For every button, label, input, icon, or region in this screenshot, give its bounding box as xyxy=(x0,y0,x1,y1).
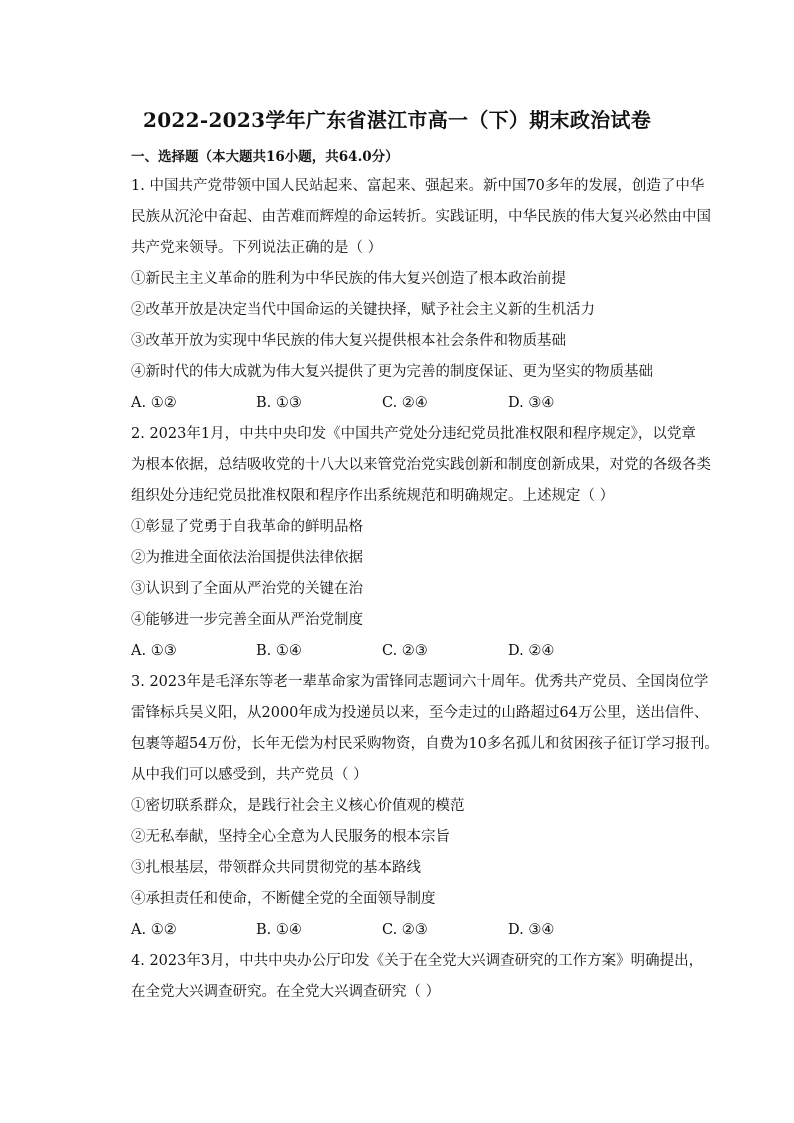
question-3-statement: ②无私奉献，坚持全心全意为人民服务的根本宗旨 xyxy=(131,829,450,845)
question-1-options xyxy=(131,393,731,413)
question-3-stem-line: 从中我们可以感受到，共产党员（ ） xyxy=(131,767,368,783)
question-1-statement: ②改革开放是决定当代中国命运的关键抉择，赋予社会主义新的生机活力 xyxy=(131,302,595,318)
option-b: B. ①④ xyxy=(256,643,302,659)
question-2-statement: ④能够进一步完善全面从严治党制度 xyxy=(131,612,363,628)
option-d: D. ②④ xyxy=(508,643,555,659)
option-a: A. ①② xyxy=(131,395,177,411)
question-3-stem-line: 包裹等超54万份，长年无偿为村民采购物资，自费为10多名孤儿和贫困孩子征订学习报刊。 xyxy=(131,736,719,752)
option-c: C. ②④ xyxy=(382,395,428,411)
option-d: D. ③④ xyxy=(508,922,555,938)
option-c: C. ②③ xyxy=(382,643,428,659)
question-3-statement: ③扎根基层，带领群众共同贯彻党的基本路线 xyxy=(131,860,421,876)
question-3-options xyxy=(131,920,731,940)
section-heading: 一、选择题（本大题共16小题，共64.0分） xyxy=(131,149,399,165)
option-b: B. ①③ xyxy=(256,395,302,411)
question-3-statement: ①密切联系群众，是践行社会主义核心价值观的模范 xyxy=(131,798,465,814)
question-2-stem-line: 2. 2023年1月，中共中央印发《中国共产党处分违纪党员批准权限和程序规定》，以党章 xyxy=(131,426,696,442)
exam-title: 2022-2023学年广东省湛江市高一（下）期末政治试卷 xyxy=(142,108,652,132)
question-1-statement: ①新民主主义革命的胜利为中华民族的伟大复兴创造了根本政治前提 xyxy=(131,271,566,287)
question-3-stem-line: 雷锋标兵吴义阳，从2000年成为投递员以来，至今走过的山路超过64万公里，送出信件、 xyxy=(131,705,709,721)
question-3-stem-line: 3. 2023年是毛泽东等老一辈革命家为雷锋同志题词六十周年。优秀共产党员、全国岗位学 xyxy=(131,674,709,690)
option-b: B. ①④ xyxy=(256,922,302,938)
question-3-statement: ④承担责任和使命，不断健全党的全面领导制度 xyxy=(131,891,436,907)
question-1-stem-line: 民族从沉沦中奋起、由苦难而辉煌的命运转折。实践证明，中华民族的伟大复兴必然由中国 xyxy=(131,209,711,225)
question-2-stem-line: 为根本依据，总结吸收党的十八大以来管党治党实践创新和制度创新成果，对党的各级各类 xyxy=(131,457,711,473)
question-1-stem-line: 共产党来领导。下列说法正确的是（ ） xyxy=(131,240,383,256)
question-4-stem-line: 4. 2023年3月，中共中央办公厅印发《关于在全党大兴调查研究的工作方案》明确提出， xyxy=(131,953,704,969)
question-2-statement: ②为推进全面依法治国提供法律依据 xyxy=(131,550,363,566)
option-a: A. ①② xyxy=(131,922,177,938)
question-2-options xyxy=(131,641,731,661)
question-2-statement: ①彰显了党勇于自我革命的鲜明品格 xyxy=(131,519,363,535)
question-2-statement: ③认识到了全面从严治党的关键在治 xyxy=(131,581,363,597)
question-2-stem-line: 组织处分违纪党员批准权限和程序作出系统规范和明确规定。上述规定（ ） xyxy=(131,488,615,504)
question-1-stem-line: 1. 中国共产党带领中国人民站起来、富起来、强起来。新中国70多年的发展，创造了中华 xyxy=(131,178,705,194)
option-c: C. ②③ xyxy=(382,922,428,938)
question-4-stem-line: 在全党大兴调查研究。在全党大兴调查研究（ ） xyxy=(131,984,441,1000)
question-1-statement: ③改革开放为实现中华民族的伟大复兴提供根本社会条件和物质基础 xyxy=(131,333,566,349)
option-a: A. ①③ xyxy=(131,643,177,659)
option-d: D. ③④ xyxy=(508,395,555,411)
question-1-statement: ④新时代的伟大成就为伟大复兴提供了更为完善的制度保证、更为坚实的物质基础 xyxy=(131,364,653,380)
